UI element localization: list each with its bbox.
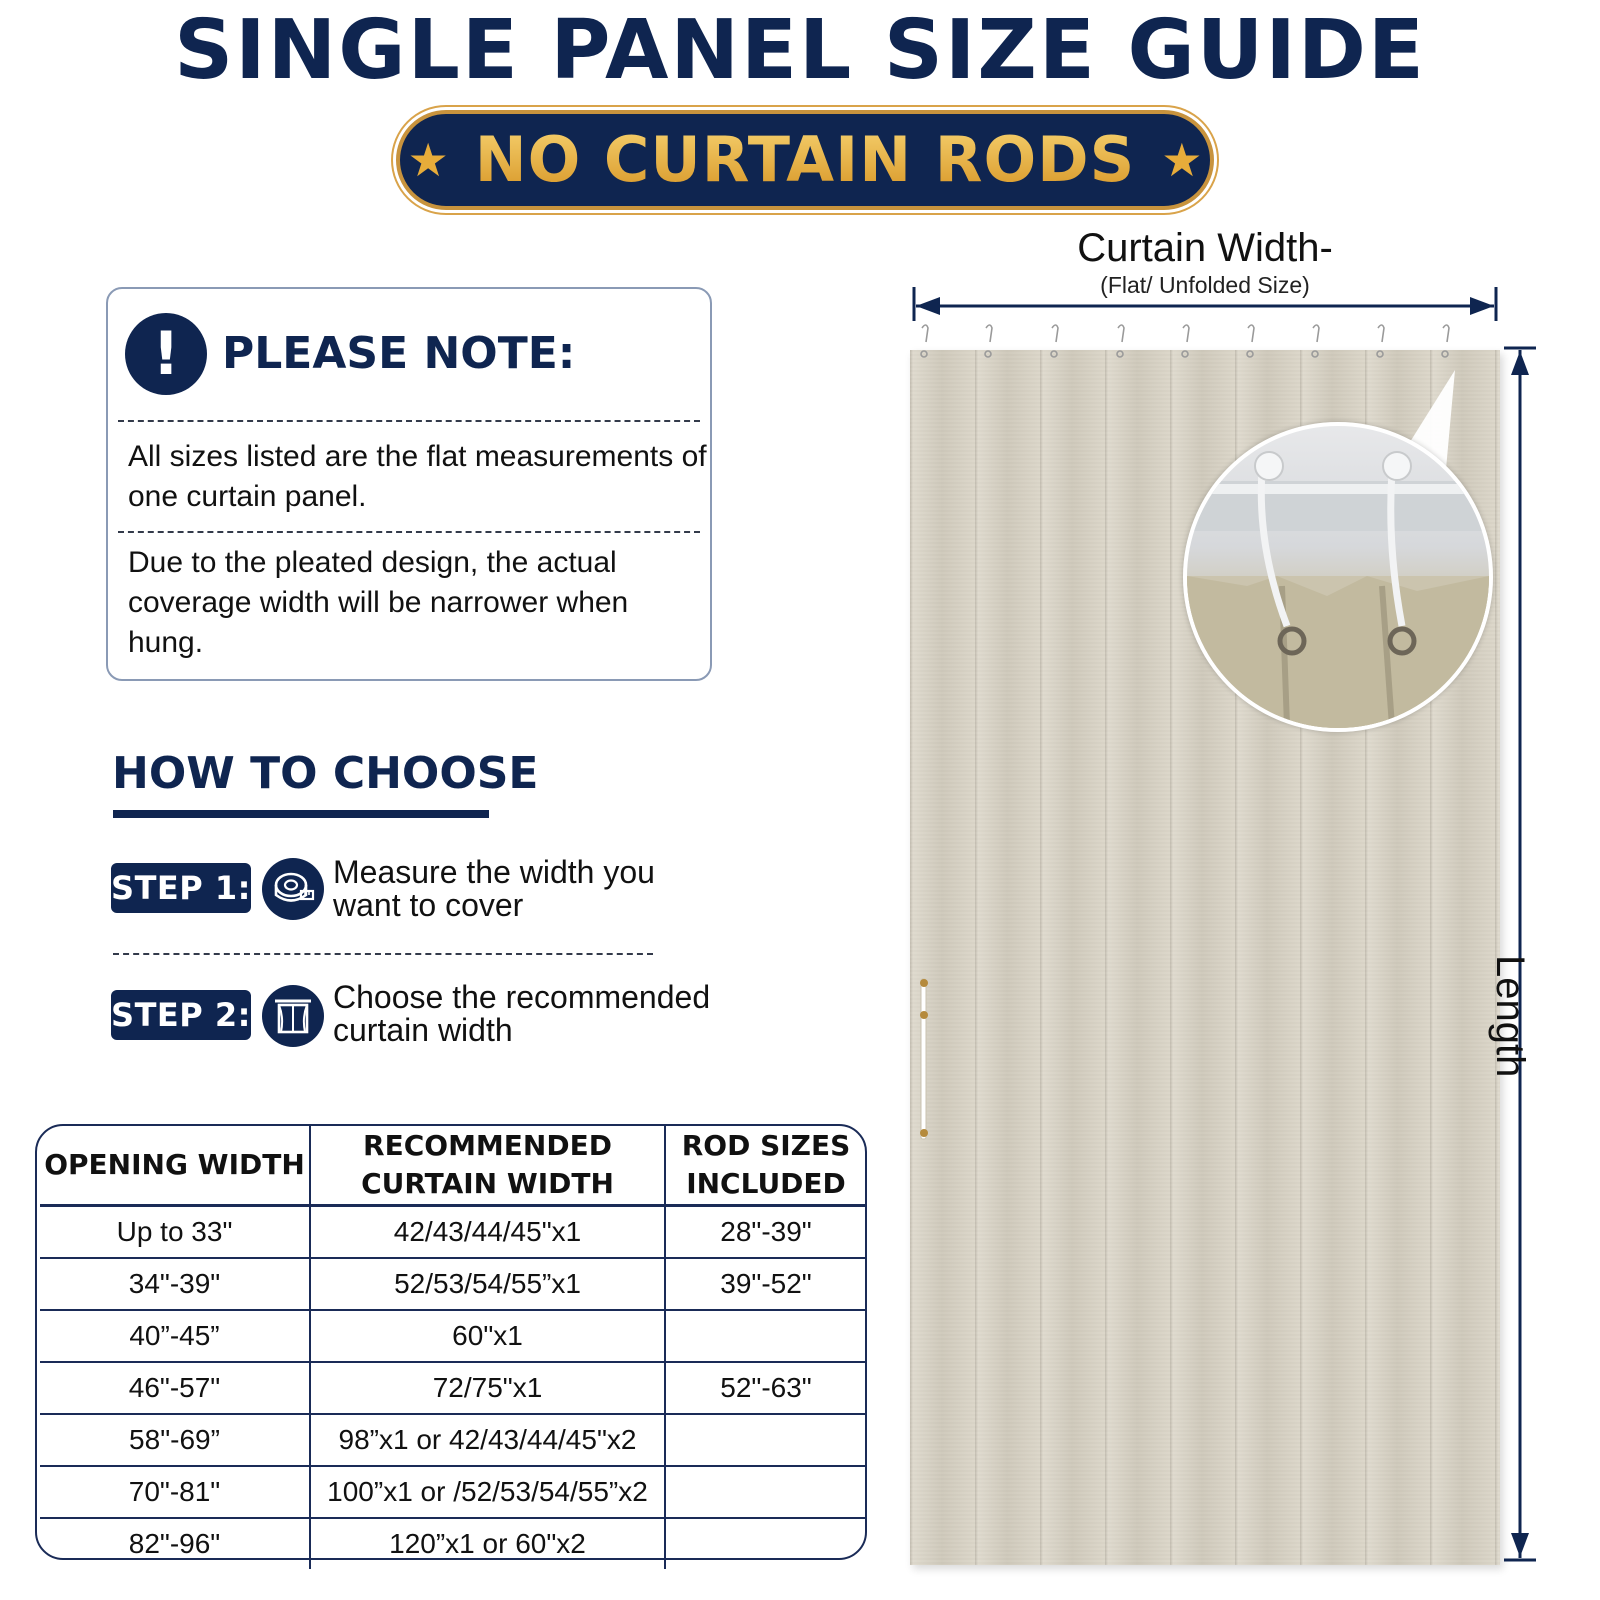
table-cell: Up to 33"	[40, 1206, 310, 1259]
note-title: PLEASE NOTE:	[222, 328, 576, 379]
page-title: SINGLE PANEL SIZE GUIDE	[174, 3, 1426, 98]
no-rods-banner	[396, 110, 1214, 210]
step-1-text: Measure the width you want to cover	[333, 854, 655, 923]
table-cell	[665, 1518, 866, 1569]
title-underline	[113, 810, 489, 818]
table-row	[40, 1518, 866, 1569]
table-row	[40, 1206, 866, 1259]
curtain-width-label: Curtain Width-	[1077, 226, 1333, 270]
table-cell: 82"-96"	[128, 1528, 221, 1559]
table-cell	[665, 1466, 866, 1518]
table-cell: 28"-39"	[665, 1206, 866, 1259]
table-row	[40, 1310, 866, 1362]
table-cell: 58"-69”	[40, 1414, 310, 1466]
table-row	[40, 1414, 866, 1466]
curtain-hooks	[900, 320, 1500, 370]
note-paragraph: Due to the pleated design, the actual coverage width will be narrower when hung.	[128, 546, 629, 659]
grommet-detail-zoom	[1183, 422, 1493, 732]
table-row	[40, 1362, 866, 1414]
step-1-badge: STEP 1:	[111, 863, 251, 913]
table-cell	[665, 1414, 866, 1466]
divider	[118, 420, 700, 422]
table-cell: 40”-45”	[40, 1310, 310, 1362]
curtain-width-sublabel: (Flat/ Unfolded Size)	[1100, 272, 1310, 298]
table-cell	[665, 1310, 866, 1362]
note-paragraph: All sizes listed are the flat measurements of one curtain panel.	[128, 440, 707, 513]
table-row	[40, 1258, 866, 1310]
table-cell: 120”x1 or 60"x2	[310, 1518, 665, 1569]
divider	[113, 953, 653, 955]
table-cell: 42/43/44/45"x1	[310, 1206, 665, 1259]
star-icon: ★	[1161, 133, 1203, 187]
table-cell: 52"-63"	[665, 1362, 866, 1414]
table-row	[40, 1466, 866, 1518]
exclamation-icon: !	[125, 313, 207, 395]
column-header: OPENING WIDTH	[40, 1126, 310, 1206]
table-cell: 34"-39"	[40, 1258, 310, 1310]
table-cell: 39"-52"	[665, 1258, 866, 1310]
curtain-tie-strap	[915, 975, 935, 1145]
table-cell: 60"x1	[310, 1310, 665, 1362]
table-cell: 100”x1 or /52/53/54/55”x2	[310, 1466, 665, 1518]
table-header-row	[40, 1126, 866, 1206]
column-header: RECOMMENDED CURTAIN WIDTH	[310, 1126, 665, 1206]
star-icon: ★	[407, 133, 449, 187]
measuring-tape-icon	[262, 858, 324, 920]
length-label: Length	[1488, 955, 1532, 1078]
window-curtain-icon	[262, 985, 324, 1047]
size-table	[40, 1126, 866, 1569]
table-cell: 70"-81"	[40, 1466, 310, 1518]
table-cell: 98”x1 or 42/43/44/45"x2	[310, 1414, 665, 1466]
banner-text: NO CURTAIN RODS	[474, 123, 1136, 196]
column-header: ROD SIZES INCLUDED	[665, 1126, 866, 1206]
step-2-badge: STEP 2:	[111, 990, 251, 1040]
how-to-choose-title: HOW TO CHOOSE	[112, 748, 539, 799]
step-2-text: Choose the recommended curtain width	[333, 979, 711, 1048]
divider	[118, 531, 700, 533]
table-cell: 52/53/54/55”x1	[310, 1258, 665, 1310]
table-cell: 72/75"x1	[310, 1362, 665, 1414]
table-cell: 46"-57"	[40, 1362, 310, 1414]
